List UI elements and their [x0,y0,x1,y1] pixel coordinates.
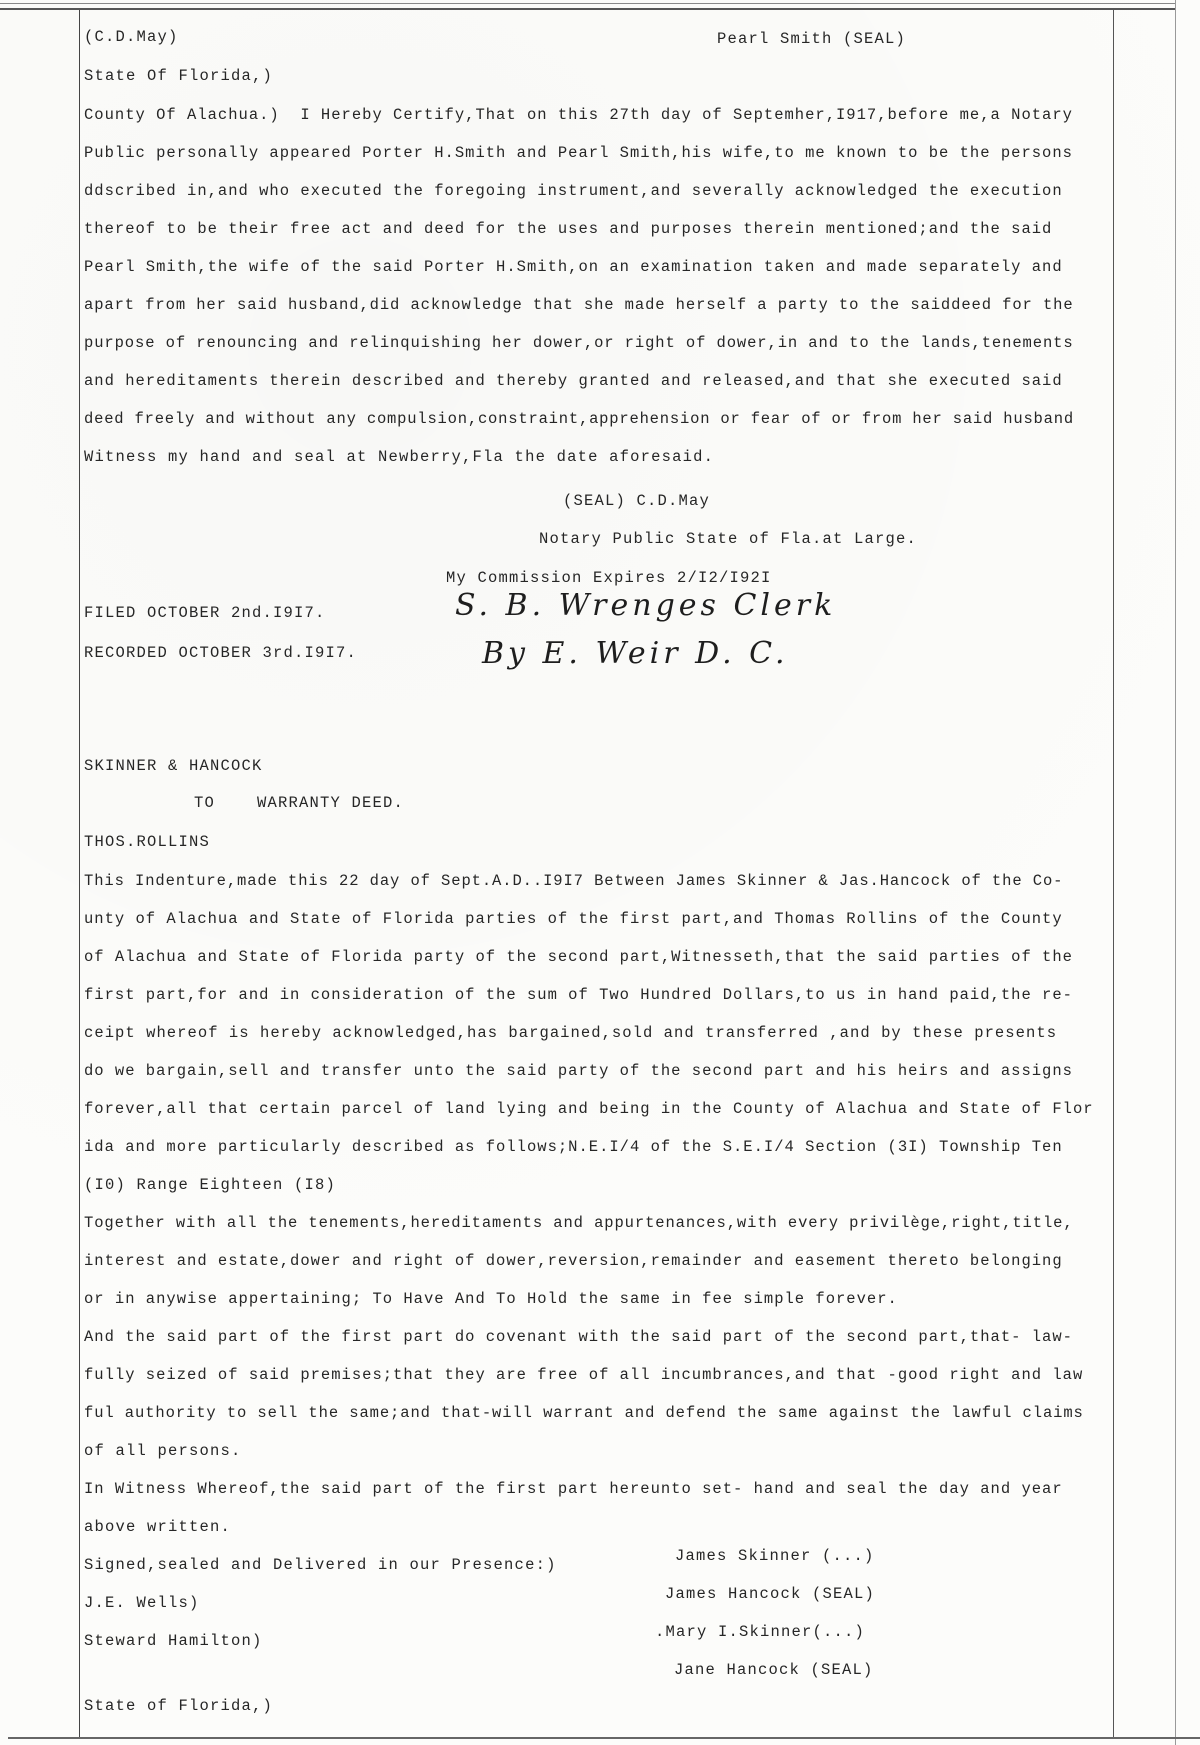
notary-signature-left: (C.D.May) [84,28,179,46]
deed-type: TO WARRANTY DEED. [194,794,405,812]
acknowledgment-line: ddscribed in,and who executed the foregoing instrument,and severally acknowledged the execution [84,182,1063,200]
recorded-date: RECORDED OCTOBER 3rd.I9I7. [84,644,358,662]
deed-body-line: interest and estate,dower and right of dower,reversion,remainder and easement thereto belonging [84,1252,1063,1270]
acknowledgment-line: Public personally appeared Porter H.Smith and Pearl Smith,his wife,to me known to be the persons [84,144,1073,162]
top-border-line [0,3,1176,4]
deed-body-line: or in anywise appertaining; To Have And To Hold the same in fee simple forever. [84,1290,898,1308]
acknowledgment-line: and hereditaments therein described and thereby granted and released,and that she executed said [84,372,1063,390]
deed-body-line: Together with all the tenements,hereditaments and appurtenances,with every privilège,right,title, [84,1214,1074,1232]
deed-body-line: And the said part of the first part do covenant with the said part of the second part,that- law- [84,1328,1073,1346]
acknowledgment-line: County Of Alachua.) I Hereby Certify,That on this 27th day of Septemher,I917,before me,a Notary [84,106,1073,124]
deed-body-line: ful authority to sell the same;and that-will warrant and defend the same against the lawful claims [84,1404,1084,1422]
deed-body-line: In Witness Whereof,the said part of the first part hereunto set- hand and seal the day and year [84,1480,1063,1498]
deed-body-line: unty of Alachua and State of Florida parties of the first part,and Thomas Rollins of the County [84,910,1063,928]
deed-body-line: of all persons. [84,1442,242,1460]
deed-body-line: above written. [84,1518,232,1536]
signatory: .Mary I.Skinner(...) [655,1623,866,1641]
next-venue-state: State of Florida,) [84,1697,274,1715]
signatory: Jane Hancock (SEAL) [674,1661,874,1679]
acknowledgment-line: Pearl Smith,the wife of the said Porter H.Smith,on an examination taken and made separately and [84,258,1063,276]
right-margin-line [1113,10,1114,1738]
deed-grantee: THOS.ROLLINS [84,833,211,851]
deed-body-line: This Indenture,made this 22 day of Sept.A.D..I9I7 Between James Skinner & Jas.Hancock of the Co- [84,872,1064,890]
filed-date: FILED OCTOBER 2nd.I9I7. [84,604,326,622]
acknowledgment-line: deed freely and without any compulsion,constraint,apprehension or fear of or from her said husband [84,410,1074,428]
left-margin-line [79,10,80,1738]
deed-body-line: ceipt whereof is hereby acknowledged,has bargained,sold and transferred ,and by these presents [84,1024,1058,1042]
deed-body-line: do we bargain,sell and transfer unto the said party of the second part and his heirs and assigns [84,1062,1073,1080]
acknowledgment-line: Witness my hand and seal at Newberry,Fla the date aforesaid. [84,448,715,466]
deed-body-line: (I0) Range Eighteen (I8) [84,1176,337,1194]
signatory: James Hancock (SEAL) [665,1585,876,1603]
page-edge [1175,0,1176,1745]
deed-body-line: fully seized of said premises;that they are free of all incumbrances,and that -good right and law [84,1366,1084,1384]
deed-body-line: first part,for and in consideration of the sum of Two Hundred Dollars,to us in hand paid,the re- [84,986,1073,1004]
bottom-border-line [8,1737,1200,1739]
commission-expiry: My Commission Expires 2/I2/I92I [446,569,772,587]
acknowledgment-line: apart from her said husband,did acknowledge that she made herself a party to the saiddeed for the [84,296,1074,314]
witness-heading: Signed,sealed and Delivered in our Presence:) [84,1556,557,1574]
grantor-signature: Pearl Smith (SEAL) [717,30,907,48]
acknowledgment-line: purpose of renouncing and relinquishing her dower,or right of dower,in and to the lands,tenements [84,334,1074,352]
clerk-handwritten-signature: S. B. Wrenges Clerk [455,588,837,623]
deed-body-line: of Alachua and State of Florida party of the second part,Witnesseth,that the said parties of the [84,948,1073,966]
top-border-line [0,8,1176,10]
signatory: James Skinner (...) [675,1547,875,1565]
deed-body-line: ida and more particularly described as follows;N.E.I/4 of the S.E.I/4 Section (3I) Township Ten [84,1138,1063,1156]
deputy-clerk-handwritten-signature: By E. Weir D. C. [482,636,789,671]
venue-state: State Of Florida,) [84,67,274,85]
witness-name: Steward Hamilton) [84,1632,263,1650]
deed-grantors: SKINNER & HANCOCK [84,757,263,775]
acknowledgment-line: thereof to be their free act and deed for the uses and purposes therein mentioned;and the said [84,220,1053,238]
deed-body-line: forever,all that certain parcel of land lying and being in the County of Alachua and State of Flor [84,1100,1094,1118]
notary-seal: (SEAL) C.D.May [563,492,711,510]
witness-name: J.E. Wells) [84,1594,200,1612]
notary-title: Notary Public State of Fla.at Large. [539,530,918,548]
